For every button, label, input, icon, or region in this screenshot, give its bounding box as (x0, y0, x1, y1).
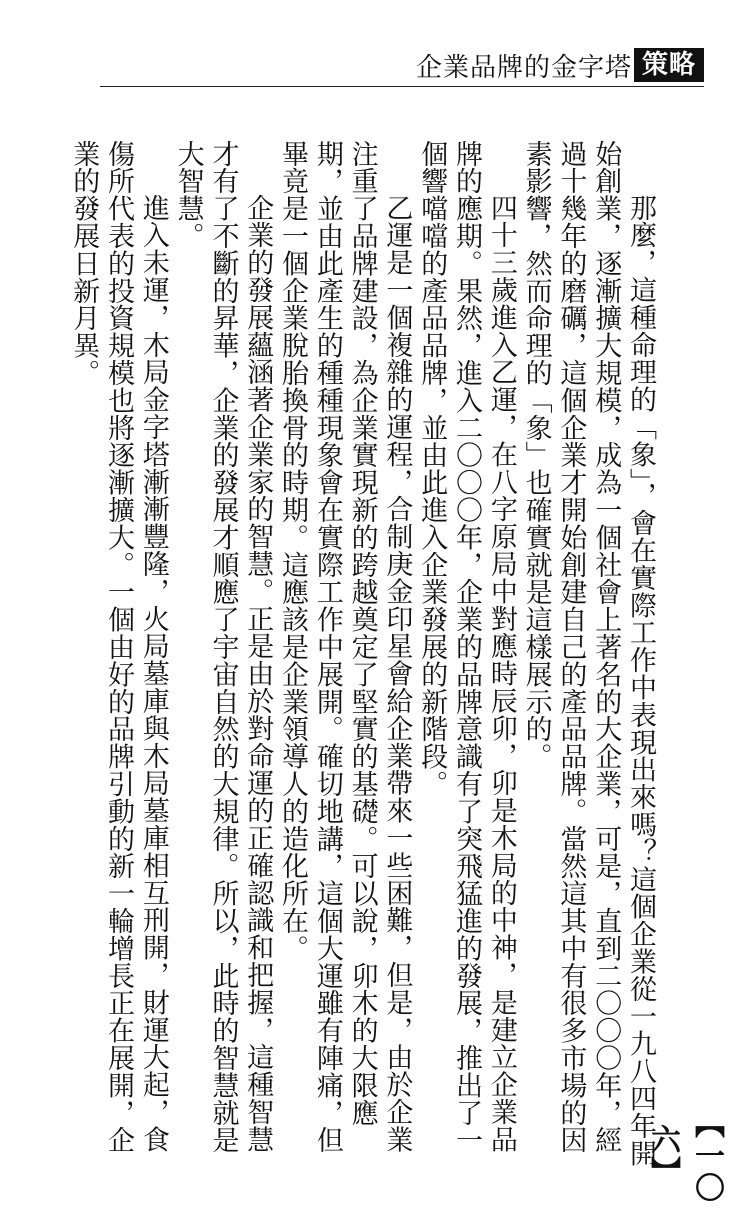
header-rule (100, 86, 704, 87)
paragraph: 四十三歲進入乙運，在八字原局中對應時辰卯，卯是木局的中神，是建立企業品牌的應期。果然，進入二〇〇〇年，企業的品牌意識有了突飛猛進的發展，推出了一個響噹噹的產品品牌，並由此進入企業發展的新階段。 (416, 140, 517, 1154)
paragraph: 乙運是一個複雜的運程，合制庚金印星會給企業帶來一些困難，但是，由於企業注重了品牌建設，為企業實現新的跨越奠定了堅實的基礎。可以說，卯木的大限應期，並由此產生的種種現象會在實際工作中展開。確切地講，這個大運雖有陣痛，但畢竟是一個企業脫胎換骨的時期。這應該是企業領導人的造化所在。 (277, 140, 413, 1154)
running-header (416, 48, 704, 82)
paragraph: 企業的發展蘊涵著企業家的智慧。正是由於對命運的正確認識和把握，這種智慧才有了不斷的昇華，企業的發展才順應了宇宙自然的大規律。所以，此時的智慧就是大智慧。 (172, 140, 274, 1154)
paragraph: 進入未運，木局金字塔漸漸豐隆，火局墓庫與木局墓庫相互刑開，財運大起，食傷所代表的投資規模也將逐漸擴大。一個由好的品牌引動的新一輪增長正在展開，企業的發展日新月異。 (68, 140, 169, 1154)
paragraph: 那麼，這種命理的「象」，會在實際工作中表現出來嗎？這個企業從一九八四年開始創業，逐漸擴大規模，成為一個社會上著名的大企業，可是，直到二〇〇〇年，經過十幾年的磨礪，這個企業才開始創建自己的產品品牌。當然這其中有很多市場的因素影響，然而命理的「象」也確實就是這樣展示的。 (520, 140, 656, 1167)
header-title: 企業品牌的金字塔 (415, 52, 632, 83)
page-number: 【一〇六】 (645, 1108, 724, 1204)
header-tag: 策略 (634, 48, 704, 82)
body-text (68, 140, 657, 1180)
